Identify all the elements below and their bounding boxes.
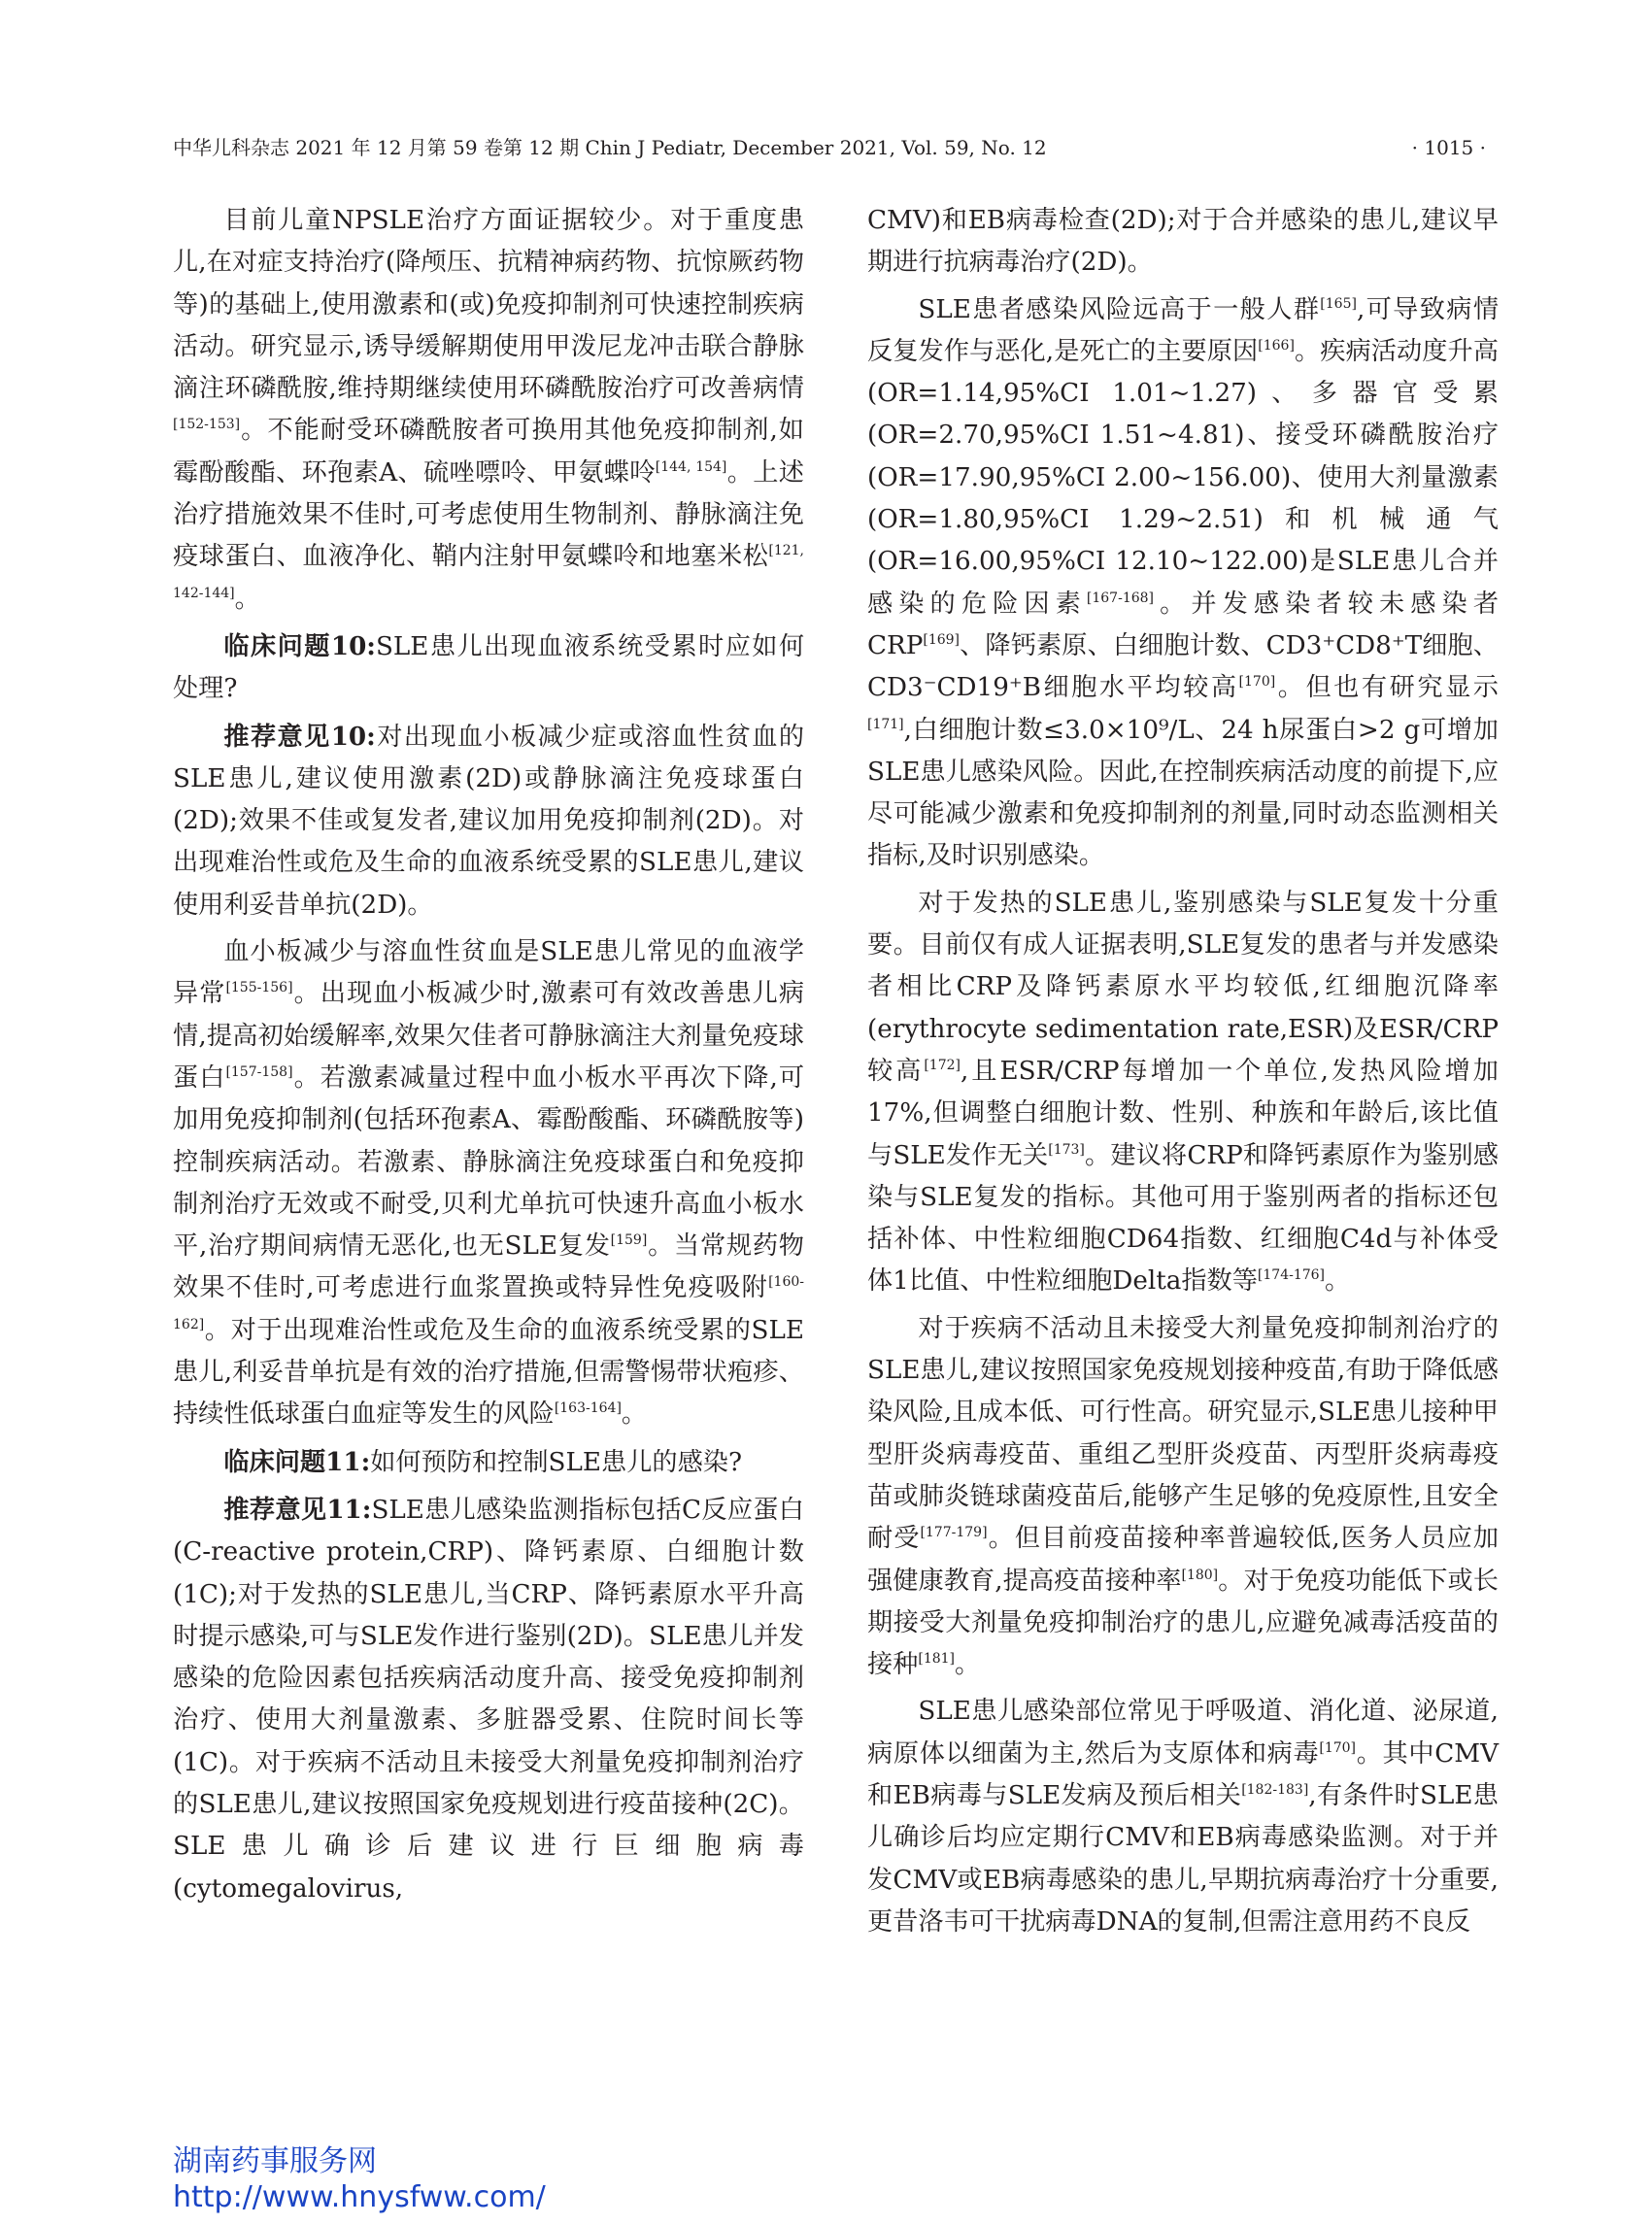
paragraph: 目前儿童NPSLE治疗方面证据较少。对于重度患儿,在对症支持治疗(降颅压、抗精神病药物、抗惊厥药物等)的基础上,使用激素和(或)免疫抑制剂可快速控制疾病活动。研究显示,诱导缓解期使用甲泼尼龙冲击联合静脉滴注环磷酰胺,维持期继续使用环磷酰胺治疗可改善病情[152-153]。不能耐受环磷酰胺者可换用其他免疫抑制剂,如霉酚酸酯、环孢素A、硫唑嘌呤、甲氨蝶呤[144, 154]。上述治疗措施效果不佳时,可考虑使用生物制剂、静脉滴注免疫球蛋白、血液净化、鞘内注射甲氨蝶呤和地塞米松[121, 142-144]。 xyxy=(173,206,804,614)
page-number: · 1015 · xyxy=(1411,136,1486,159)
citation-ref: [121, 142-144] xyxy=(173,543,804,601)
citation-ref: [144, 154] xyxy=(655,458,727,475)
journal-citation: 中华儿科杂志 2021 年 12 月第 59 卷第 12 期 Chin J Pediatr, December 2021, Vol. 59, No. 12 xyxy=(173,136,1047,159)
paragraph: 对于疾病不活动且未接受大剂量免疫抑制剂治疗的SLE患儿,建议按照国家免疫规划接种疫苗,有助于降低感染风险,且成本低、可行性高。研究显示,SLE患儿接种甲型肝炎病毒疫苗、重组乙型肝炎疫苗、丙型肝炎病毒疫苗或肺炎链球菌疫苗后,能够产生足够的免疫原性,且安全耐受[177-179]。但目前疫苗接种率普遍较低,医务人员应加强健康教育,提高疫苗接种率[180]。对于免疫功能低下或长期接受大剂量免疫抑制治疗的患儿,应避免减毒活疫苗的接种[181]。 xyxy=(867,1313,1500,1680)
left-column xyxy=(173,200,804,1915)
citation-ref: [166] xyxy=(1258,337,1295,354)
recommendation: 推荐意见11:SLE患儿感染监测指标包括C反应蛋白(C-reactive protein,CRP)、降钙素原、白细胞计数(1C);对于发热的SLE患儿,当CRP、降钙素原水平升高时提示感染,可与SLE发作进行鉴别(2D)。SLE患儿并发感染的危险因素包括疾病活动度升高、接受免疫抑制剂治疗、使用大剂量激素、多脏器受累、住院时间长等(1C)。对于疾病不活动且未接受大剂量免疫抑制剂治疗的SLE患儿,建议按照国家免疫规划进行疫苗接种(2C)。SLE患儿确诊后建议进行巨细胞病毒(cytomegalovirus, xyxy=(173,1494,804,1904)
citation-ref: [157-158] xyxy=(225,1063,293,1080)
paragraph: SLE患儿感染部位常见于呼吸道、消化道、泌尿道,病原体以细菌为主,然后为支原体和病毒[170]。其中CMV和EB病毒与SLE发病及预后相关[182-183],有条件时SLE患儿确诊后均应定期行CMV和EB病毒感染监测。对于并发CMV或EB病毒感染的患儿,早期抗病毒治疗十分重要,更昔洛韦可干扰病毒DNA的复制,但需注意用药不良反 xyxy=(867,1697,1499,1937)
citation-ref: [174-176] xyxy=(1257,1267,1326,1284)
citation-ref: [160-162] xyxy=(173,1274,804,1332)
citation-ref: [171] xyxy=(867,716,904,732)
citation-ref: [152-153] xyxy=(173,417,241,433)
watermark-footer xyxy=(173,2143,546,2215)
citation-ref: [180] xyxy=(1181,1567,1219,1583)
citation-ref: [169] xyxy=(923,631,961,648)
running-header xyxy=(173,134,1486,161)
citation-ref: [172] xyxy=(924,1057,961,1073)
recommendation-label: 推荐意见11: xyxy=(223,1494,372,1525)
question-label: 临床问题11: xyxy=(223,1446,371,1477)
clinical-question: 临床问题10:SLE患儿出现血液系统受累时应如何处理? xyxy=(173,630,805,704)
citation-ref: [170] xyxy=(1238,674,1276,691)
clinical-question: 临床问题11:如何预防和控制SLE患儿的感染? xyxy=(223,1446,742,1477)
citation-ref: [163-164] xyxy=(554,1400,622,1417)
citation-ref: [165] xyxy=(1320,295,1357,312)
site-name: 湖南药事服务网 xyxy=(173,2144,377,2178)
citation-ref: [170] xyxy=(1319,1739,1357,1756)
citation-ref: [181] xyxy=(918,1651,956,1668)
question-label: 临床问题10: xyxy=(223,630,376,661)
citation-ref: [177-179] xyxy=(920,1525,988,1541)
paragraph: SLE患者感染风险远高于一般人群[165],可导致病情反复发作与恶化,是死亡的主要原因[166]。疾病活动度升高(OR=1.14,95%CI 1.01~1.27)、多器官受累(OR=2.70,95%CI 1.51~4.81)、接受环磷酰胺治疗(OR=17.90,95%CI 2.00~156.00)、使用大剂量激素(OR=1.80,95%CI 1.29~2.51)和机械通气(OR=16.00,95%CI 12.10~122.00)是SLE患儿合并感染的危险因素[167-168]。并发感染者较未感染者CRP[169]、降钙素原、白细胞计数、CD3⁺CD8⁺T细胞、CD3⁻CD19⁺B细胞水平均较高[170]。但也有研究显示[171],白细胞计数≤3.0×10⁹/L、24 h尿蛋白>2 g可增加SLE患儿感染风险。因此,在控制疾病活动度的前提下,应尽可能减少激素和免疫抑制剂的剂量,同时动态监测相关指标,及时识别感染。 xyxy=(867,294,1500,871)
right-column xyxy=(867,200,1499,1948)
citation-ref: [173] xyxy=(1048,1141,1085,1158)
paragraph: 血小板减少与溶血性贫血是SLE患儿常见的血液学异常[155-156]。出现血小板减少时,激素可有效改善患儿病情,提高初始缓解率,效果欠佳者可静脉滴注大剂量免疫球蛋白[157-158]。若激素减量过程中血小板水平再次下降,可加用免疫抑制剂(包括环孢素A、霉酚酸酯、环磷酰胺等)控制疾病活动。若激素、静脉滴注免疫球蛋白和免疫抑制剂治疗无效或不耐受,贝利尤单抗可快速升高血小板水平,治疗期间病情无恶化,也无SLE复发[159]。当常规药物效果不佳时,可考虑进行血浆置换或特异性免疫吸附[160-162]。对于出现难治性或危及生命的血液系统受累的SLE患儿,利妥昔单抗是有效的治疗措施,但需警惕带状疱疹、持续性低球蛋白血症等发生的风险[163-164]。 xyxy=(173,937,805,1430)
recommendation: 推荐意见10:对出现血小板减少症或溶血性贫血的SLE患儿,建议使用激素(2D)或静脉滴注免疫球蛋白(2D);效果不佳或复发者,建议加用免疫抑制剂(2D)。对出现难治性或危及生命的血液系统受累的SLE患儿,建议使用利妥昔单抗(2D)。 xyxy=(173,721,805,920)
paragraph-continued: CMV)和EB病毒检查(2D);对于合并感染的患儿,建议早期进行抗病毒治疗(2D)。 xyxy=(867,206,1499,278)
citation-ref: [182-183] xyxy=(1241,1781,1309,1798)
site-url-link[interactable]: http://www.hnysfww.com/ xyxy=(173,2180,546,2214)
paragraph: 对于发热的SLE患儿,鉴别感染与SLE复发十分重要。目前仅有成人证据表明,SLE复发的患者与并发感染者相比CRP及降钙素原水平均较低,红细胞沉降率(erythrocyte sedimentation rate,ESR)及ESR/CRP较高[172],且ESR/CRP每增加一个单位,发热风险增加17%,但调整白细胞计数、性别、种族和年龄后,该比值与SLE发作无关[173]。建议将CRP和降钙素原作为鉴别感染与SLE复发的指标。其他可用于鉴别两者的指标还包括补体、中性粒细胞CD64指数、红细胞C4d与补体受体1比值、中性粒细胞Delta指数等[174-176]。 xyxy=(867,888,1499,1297)
citation-ref: [155-156] xyxy=(225,980,293,996)
recommendation-label: 推荐意见10: xyxy=(223,721,376,752)
citation-ref: [167-168] xyxy=(1086,590,1155,606)
citation-ref: [159] xyxy=(610,1232,648,1249)
